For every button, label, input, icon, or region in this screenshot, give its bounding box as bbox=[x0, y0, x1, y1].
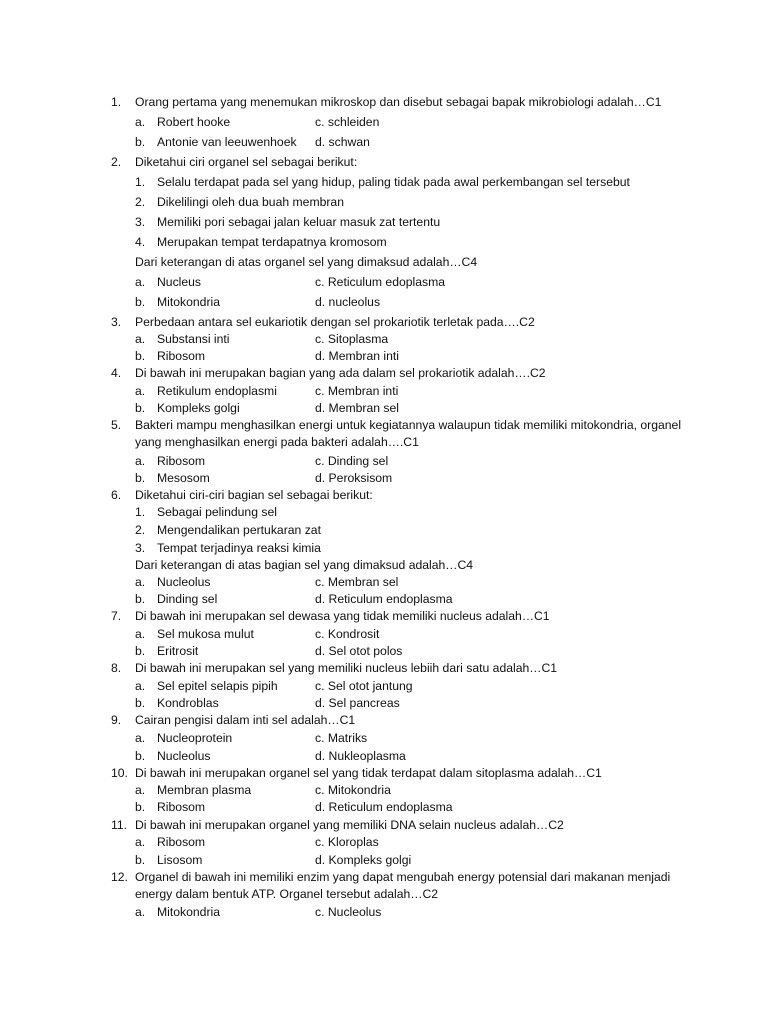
statement-number: 3. bbox=[135, 215, 146, 229]
option-label: b. bbox=[135, 401, 146, 415]
option-text: Mesosom bbox=[157, 471, 210, 485]
option-text-right: c. Membran inti bbox=[315, 384, 399, 398]
option-text: Ribosom bbox=[157, 349, 206, 363]
question-text: Di bawah ini merupakan bagian yang ada dalam sel prokariotik adalah….C2 bbox=[135, 366, 546, 380]
question-text: Diketahui ciri-ciri bagian sel sebagai berikut: bbox=[135, 488, 373, 502]
option-label: a. bbox=[135, 384, 146, 398]
option-text-right: c. schleiden bbox=[315, 115, 380, 129]
question-text: Perbedaan antara sel eukariotik dengan sel prokariotik terletak pada….C2 bbox=[135, 315, 535, 329]
statement-text: Memiliki pori sebagai jalan keluar masuk zat tertentu bbox=[157, 215, 441, 229]
statement-number: 1. bbox=[135, 175, 146, 189]
option-text-right: d. Sel otot polos bbox=[315, 644, 403, 658]
option-text-right: c. Kloroplas bbox=[315, 835, 379, 849]
option-text-right: d. Membran inti bbox=[315, 349, 399, 363]
option-text: Antonie van leeuwenhoek bbox=[157, 135, 297, 149]
option-text: Eritrosit bbox=[157, 644, 199, 658]
option-label: b. bbox=[135, 349, 146, 363]
option-text: Mitokondria bbox=[157, 905, 220, 919]
question-text: Bakteri mampu menghasilkan energi untuk kegiatannya walaupun tidak memiliki mitokondria, organel yang menghasilkan energi pada bakteri adalah….C1 bbox=[135, 418, 682, 449]
option-text-right: c. Nucleolus bbox=[315, 905, 382, 919]
option-text-right: c. Reticulum edoplasma bbox=[315, 275, 446, 289]
option-text-right: c. Mitokondria bbox=[315, 783, 391, 797]
option-label: a. bbox=[135, 627, 146, 641]
question-number: 3. bbox=[111, 315, 122, 329]
question-number: 10. bbox=[111, 766, 128, 780]
question-number: 1. bbox=[111, 95, 122, 109]
question-number: 12. bbox=[111, 870, 128, 884]
option-label: b. bbox=[135, 471, 146, 485]
statement-text: Dikelilingi oleh dua buah membran bbox=[157, 195, 344, 209]
option-text: Nucleoprotein bbox=[157, 731, 233, 745]
statement-text: Tempat terjadinya reaksi kimia bbox=[157, 541, 321, 555]
option-text-right: d. Sel pancreas bbox=[315, 696, 400, 710]
option-text-right: d. Peroksisom bbox=[315, 471, 393, 485]
question-number: 8. bbox=[111, 661, 122, 675]
question-prompt: Dari keterangan di atas bagian sel yang dimaksud adalah…C4 bbox=[135, 558, 474, 572]
option-text: Kondroblas bbox=[157, 696, 219, 710]
question-text: Di bawah ini merupakan sel yang memiliki nucleus lebiih dari satu adalah…C1 bbox=[135, 661, 558, 675]
option-text-right: d. Kompleks golgi bbox=[315, 853, 412, 867]
option-label: a. bbox=[135, 783, 146, 797]
option-label: b. bbox=[135, 295, 146, 309]
option-label: a. bbox=[135, 115, 146, 129]
statement-text: Sebagai pelindung sel bbox=[157, 505, 277, 519]
option-text: Nucleolus bbox=[157, 575, 211, 589]
option-text: Kompleks golgi bbox=[157, 401, 240, 415]
option-text: Mitokondria bbox=[157, 295, 220, 309]
statement-text: Mengendalikan pertukaran zat bbox=[157, 523, 321, 537]
question-number: 7. bbox=[111, 609, 122, 623]
option-text-right: d. Reticulum endoplasma bbox=[315, 592, 453, 606]
option-label: b. bbox=[135, 696, 146, 710]
statement-number: 1. bbox=[135, 505, 146, 519]
option-label: b. bbox=[135, 135, 146, 149]
question-text: Organel di bawah ini memiliki enzim yang dapat mengubah energy potensial dari makanan menjadi energy dalam bentuk ATP. Organel tersebut adalah…C2 bbox=[135, 870, 671, 901]
question-text: Di bawah ini merupakan sel dewasa yang tidak memiliki nucleus adalah…C1 bbox=[135, 609, 550, 623]
option-text-right: d. schwan bbox=[315, 135, 370, 149]
option-label: a. bbox=[135, 575, 146, 589]
statement-text: Selalu terdapat pada sel yang hidup, paling tidak pada awal perkembangan sel tersebut bbox=[157, 175, 630, 189]
option-text: Sel epitel selapis pipih bbox=[157, 679, 278, 693]
option-label: b. bbox=[135, 592, 146, 606]
statement-text: Merupakan tempat terdapatnya kromosom bbox=[157, 235, 387, 249]
question-text: Diketahui ciri organel sel sebagai berikut: bbox=[135, 155, 358, 169]
question-number: 11. bbox=[111, 818, 128, 832]
statement-number: 2. bbox=[135, 195, 146, 209]
option-label: a. bbox=[135, 332, 146, 346]
option-label: b. bbox=[135, 800, 146, 814]
option-text: Retikulum endoplasmi bbox=[157, 384, 277, 398]
question-text: Orang pertama yang menemukan mikroskop dan disebut sebagai bapak mikrobiologi adalah…C1 bbox=[135, 95, 662, 109]
option-text-right: c. Sitoplasma bbox=[315, 332, 389, 346]
option-text: Membran plasma bbox=[157, 783, 252, 797]
option-text: Robert hooke bbox=[157, 115, 231, 129]
statement-number: 2. bbox=[135, 523, 146, 537]
question-prompt: Dari keterangan di atas organel sel yang dimaksud adalah…C4 bbox=[135, 255, 478, 269]
option-text: Ribosom bbox=[157, 454, 206, 468]
question-number: 9. bbox=[111, 713, 122, 727]
option-label: a. bbox=[135, 454, 146, 468]
option-text-right: d. Nukleoplasma bbox=[315, 749, 406, 763]
option-label: a. bbox=[135, 905, 146, 919]
question-text: Di bawah ini merupakan organel yang memiliki DNA selain nucleus adalah…C2 bbox=[135, 818, 564, 832]
option-text: Ribosom bbox=[157, 800, 206, 814]
option-text-right: c. Sel otot jantung bbox=[315, 679, 413, 693]
statement-number: 3. bbox=[135, 541, 146, 555]
question-text: Di bawah ini merupakan organel sel yang tidak terdapat dalam sitoplasma adalah…C1 bbox=[135, 766, 602, 780]
option-text-right: c. Kondrosit bbox=[315, 627, 380, 641]
option-label: b. bbox=[135, 644, 146, 658]
question-number: 6. bbox=[111, 488, 122, 502]
option-text: Nucleolus bbox=[157, 749, 211, 763]
option-text-right: d. nucleolus bbox=[315, 295, 381, 309]
option-text-right: d. Reticulum endoplasma bbox=[315, 800, 453, 814]
option-label: a. bbox=[135, 731, 146, 745]
option-text: Sel mukosa mulut bbox=[157, 627, 254, 641]
option-label: a. bbox=[135, 835, 146, 849]
option-text-right: c. Dinding sel bbox=[315, 454, 389, 468]
option-text-right: c. Matriks bbox=[315, 731, 368, 745]
option-text: Substansi inti bbox=[157, 332, 230, 346]
option-text: Nucleus bbox=[157, 275, 202, 289]
question-number: 4. bbox=[111, 366, 122, 380]
option-label: a. bbox=[135, 679, 146, 693]
option-text: Ribosom bbox=[157, 835, 206, 849]
option-label: b. bbox=[135, 749, 146, 763]
question-text: Cairan pengisi dalam inti sel adalah…C1 bbox=[135, 713, 356, 727]
statement-number: 4. bbox=[135, 235, 146, 249]
option-text: Dinding sel bbox=[157, 592, 218, 606]
question-number: 5. bbox=[111, 418, 122, 432]
option-label: b. bbox=[135, 853, 146, 867]
option-text-right: c. Membran sel bbox=[315, 575, 399, 589]
option-label: a. bbox=[135, 275, 146, 289]
option-text: Lisosom bbox=[157, 853, 203, 867]
question-number: 2. bbox=[111, 155, 122, 169]
option-text-right: d. Membran sel bbox=[315, 401, 399, 415]
